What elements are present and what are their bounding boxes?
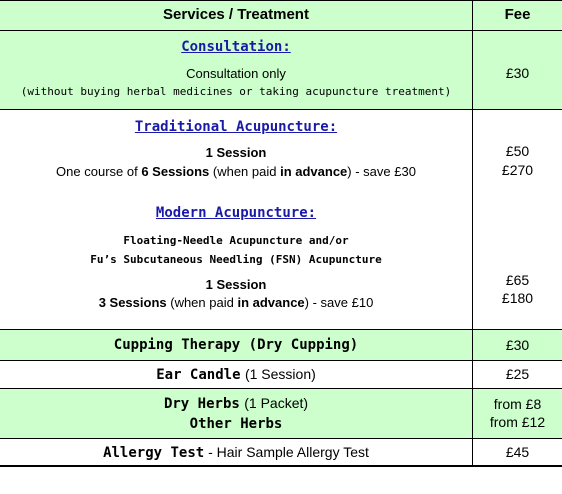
table-top-border <box>0 0 562 1</box>
cupping-label: Cupping Therapy (Dry Cupping) <box>113 337 359 353</box>
ear-candle-fee: £25 <box>505 366 530 382</box>
dry-herbs-label: Dry Herbs <box>163 396 240 412</box>
consultation-line1: Consultation only <box>186 66 286 81</box>
consultation-divider <box>0 109 562 110</box>
column-divider <box>472 0 473 467</box>
allergy-text <box>0 444 472 462</box>
consultation-line2: (without buying herbal medicines or taking acupuncture treatment) <box>20 85 452 98</box>
ear-candle-row <box>0 361 562 388</box>
modern-subtitle2: Fu’s Subcutaneous Needling (FSN) Acupuncture <box>90 253 382 266</box>
traditional-fee-single: £50 <box>505 143 530 159</box>
consultation-fee: £30 <box>505 65 530 81</box>
fee-header: Fee <box>504 6 531 23</box>
ear-candle-divider <box>0 388 562 389</box>
traditional-title: Traditional Acupuncture: <box>134 119 338 135</box>
cupping-divider <box>0 360 562 361</box>
modern-title: Modern Acupuncture: <box>155 205 317 221</box>
dry-herbs-detail: (1 Packet) <box>244 395 309 411</box>
ear-candle-text <box>0 366 472 384</box>
modern-fee-single: £65 <box>505 272 530 288</box>
allergy-row <box>0 439 562 465</box>
allergy-detail: - Hair Sample Allergy Test <box>204 444 369 460</box>
consultation-title: Consultation: <box>181 39 291 55</box>
allergy-label: Allergy Test <box>103 445 205 461</box>
herbs-divider <box>0 438 562 439</box>
herbs-row <box>0 389 562 438</box>
services-header: Services / Treatment <box>163 6 309 23</box>
cupping-row <box>0 330 562 360</box>
acupuncture-row <box>0 110 562 329</box>
traditional-single: 1 Session <box>205 145 267 160</box>
consultation-row <box>0 31 562 109</box>
dry-herbs-fee: from £8 <box>493 396 542 412</box>
modern-course: 3 Sessions (when paid in advance) - save £10 <box>98 295 374 310</box>
cupping-fee: £30 <box>505 337 530 353</box>
acupuncture-divider <box>0 329 562 330</box>
dry-herbs-text <box>0 395 472 413</box>
traditional-course: One course of 6 Sessions (when paid in advance) - save £30 <box>56 164 416 179</box>
header-divider <box>0 30 562 31</box>
modern-fee-course: £180 <box>501 290 534 306</box>
modern-single: 1 Session <box>205 277 267 292</box>
other-herbs-fee: from £12 <box>489 414 546 430</box>
table-bottom-border <box>0 465 562 467</box>
traditional-fee-course: £270 <box>501 162 534 178</box>
other-herbs-label: Other Herbs <box>189 416 283 432</box>
modern-subtitle1: Floating-Needle Acupuncture and/or <box>123 234 349 247</box>
ear-candle-label: Ear Candle <box>156 367 241 383</box>
ear-candle-detail: (1 Session) <box>244 366 316 382</box>
header-row <box>0 0 562 30</box>
allergy-fee: £45 <box>505 444 530 460</box>
